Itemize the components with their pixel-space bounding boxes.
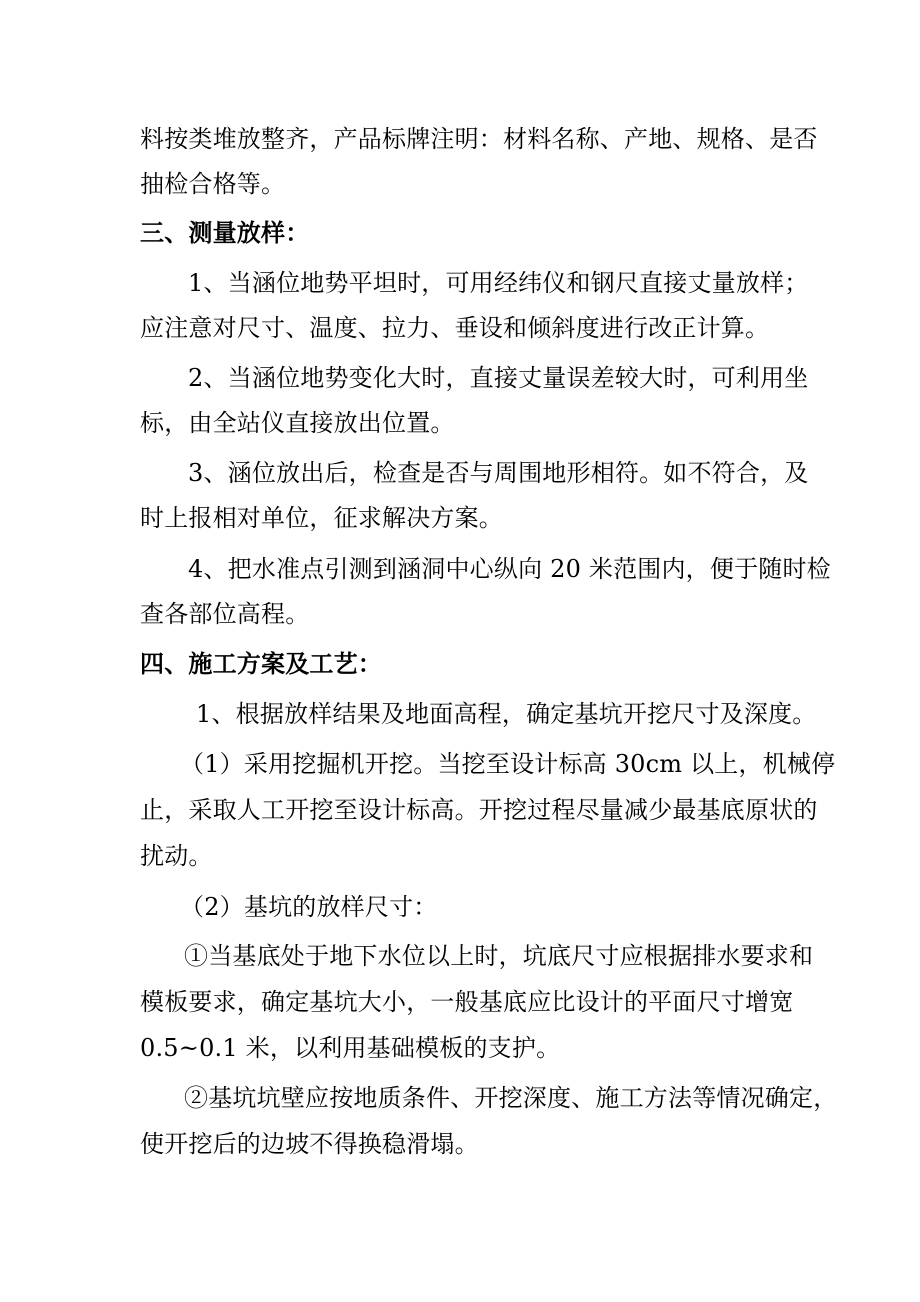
section-4-sub-2: （2）基坑的放样尺寸： [180, 893, 438, 921]
section-4-heading: 四、施工方案及工艺： [140, 649, 382, 678]
section-3-item-3-line-1: 3、涵位放出后，检查是否与周围地形相符。如不符合，及 [188, 459, 809, 487]
section-4-step-1: 1、根据放样结果及地面高程，确定基坑开挖尺寸及深度。 [196, 700, 817, 728]
section-4-point-1-line-2: 模板要求，确定基坑大小，一般基底应比设计的平面尺寸增宽 [140, 988, 794, 1016]
section-4-sub-1-line-2: 止，采取人工开挖至设计标高。开挖过程尽量减少最基底原状的 [140, 796, 818, 824]
section-3-item-4-line-2: 查各部位高程。 [140, 600, 310, 628]
section-4-point-1-line-3: 0.5~0.1 米，以利用基础模板的支护。 [140, 1034, 561, 1062]
section-3-item-1-line-1: 1、当涵位地势平坦时，可用经纬仪和钢尺直接丈量放样； [188, 269, 809, 297]
section-4-point-2-line-2: 使开挖后的边坡不得换稳滑塌。 [140, 1130, 479, 1158]
section-4-sub-1-line-3: 扰动。 [140, 842, 213, 870]
section-3-item-2-line-2: 标，由全站仪直接放出位置。 [140, 409, 455, 437]
section-3-item-3-line-2: 时上报相对单位，征求解决方案。 [140, 504, 503, 532]
section-3-item-4-line-1: 4、把水准点引测到涵洞中心纵向 20 米范围内，便于随时检 [188, 555, 831, 583]
intro-line-1: 料按类堆放整齐，产品标牌注明：材料名称、产地、规格、是否 [140, 125, 818, 153]
section-4-sub-1-line-1: （1）采用挖掘机开挖。当挖至设计标高 30cm 以上，机械停 [180, 750, 836, 778]
section-3-item-1-line-2: 应注意对尺寸、温度、拉力、垂设和倾斜度进行改正计算。 [140, 314, 770, 342]
section-4-point-1-line-1: ①当基底处于地下水位以上时，坑底尺寸应根据排水要求和 [184, 942, 814, 970]
intro-line-2: 抽检合格等。 [140, 170, 286, 198]
section-3-heading: 三、测量放样： [140, 218, 310, 247]
section-3-item-2-line-1: 2、当涵位地势变化大时，直接丈量误差较大时，可利用坐 [188, 364, 809, 392]
section-4-point-2-line-1: ②基坑坑壁应按地质条件、开挖深度、施工方法等情况确定， [184, 1084, 838, 1112]
